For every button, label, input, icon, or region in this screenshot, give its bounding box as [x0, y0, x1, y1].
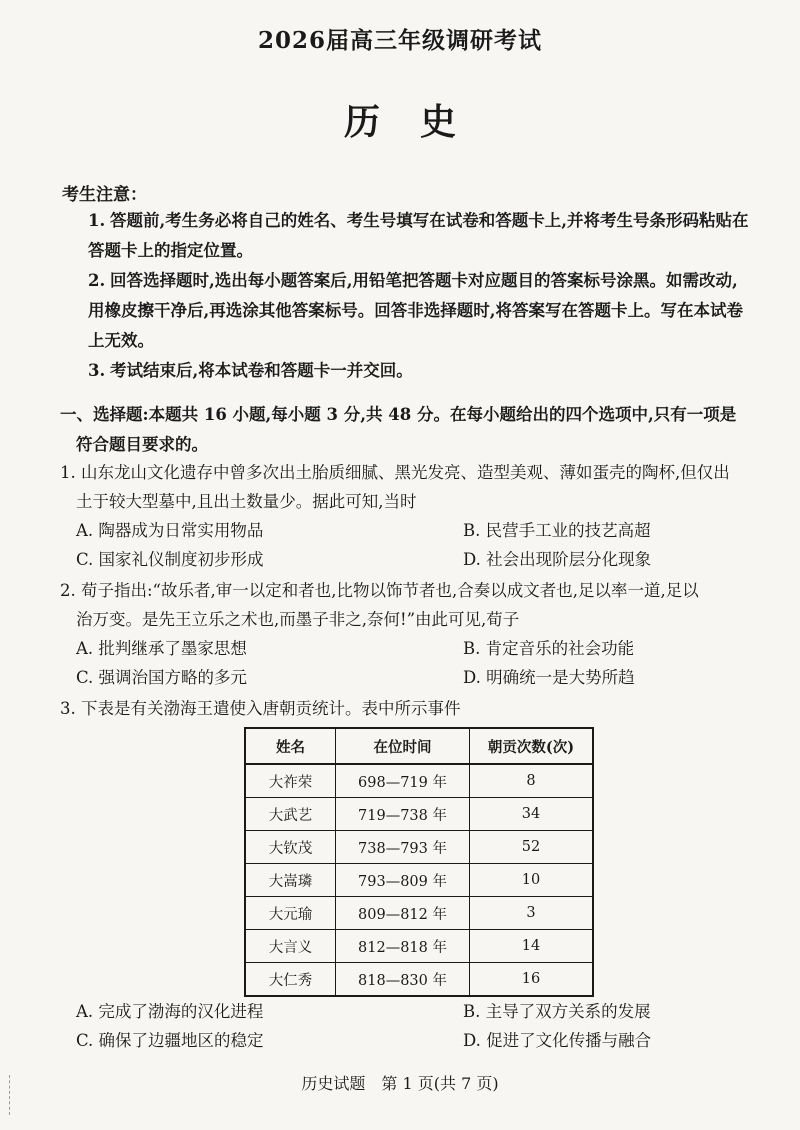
table-row — [245, 764, 593, 798]
page-footer: 历史试题 第 1 页(共 7 页) — [301, 1074, 499, 1093]
options-row — [60, 634, 760, 663]
question-stem: 2. 荀子指出:“故乐者,审一以定和者也,比物以饰节者也,合奏以成文者也,足以率一道,足以 — [60, 581, 699, 600]
section-heading — [60, 400, 760, 460]
options-row — [60, 516, 760, 545]
table-row — [245, 897, 593, 930]
table-row — [245, 930, 593, 963]
section-heading-line2: 符合题目要求的。 — [76, 435, 208, 454]
table-cell: 大钦茂 — [245, 831, 336, 864]
question-stem: 3. 下表是有关渤海王遣使入唐朝贡统计。表中所示事件 — [60, 699, 461, 718]
table-cell: 16 — [470, 963, 594, 997]
subject-title: 历史 — [343, 101, 496, 143]
option-c: C. 国家礼仪制度初步形成 — [76, 550, 264, 569]
table-row — [245, 831, 593, 864]
option-b: B. 主导了双方关系的发展 — [463, 1002, 651, 1021]
table-cell: 818—830 年 — [336, 963, 470, 997]
table-cell: 大仁秀 — [245, 963, 336, 997]
table-cell: 698—719 年 — [336, 764, 470, 798]
table-row — [245, 798, 593, 831]
table-row — [245, 963, 593, 997]
exam-title: 2026届高三年级调研考试 — [257, 27, 542, 54]
notice-list — [62, 206, 752, 386]
option-d: D. 促进了文化传播与融合 — [463, 1031, 652, 1050]
notice-item-number: 1. — [88, 211, 106, 230]
question-3 — [60, 694, 760, 723]
table-cell: 719—738 年 — [336, 798, 470, 831]
option-a: A. 批判继承了墨家思想 — [76, 639, 247, 658]
table-cell: 大嵩璘 — [245, 864, 336, 897]
table-cell: 3 — [470, 897, 594, 930]
option-d: D. 明确统一是大势所趋 — [463, 668, 635, 687]
table-row — [245, 864, 593, 897]
notice-item-number: 3. — [88, 361, 106, 380]
table-cell: 738—793 年 — [336, 831, 470, 864]
option-d: D. 社会出现阶层分化现象 — [463, 550, 652, 569]
section-heading-line1: 一、选择题:本题共 16 小题,每小题 3 分,共 48 分。在每小题给出的四个选项中,只有一项是 — [60, 405, 737, 424]
option-c: C. 确保了边疆地区的稳定 — [76, 1031, 264, 1050]
question-stem-cont: 土于较大型墓中,且出土数量少。据此可知,当时 — [76, 492, 417, 511]
table-cell: 52 — [470, 831, 594, 864]
option-c: C. 强调治国方略的多元 — [76, 668, 248, 687]
options-row — [60, 997, 760, 1026]
table-cell: 809—812 年 — [336, 897, 470, 930]
notice-item — [62, 266, 752, 356]
table-header-cell: 姓名 — [245, 728, 336, 764]
option-b: B. 民营手工业的技艺高超 — [463, 521, 651, 540]
question-1 — [60, 458, 760, 574]
options-row — [60, 663, 760, 692]
question-stem-cont: 治万变。是先王立乐之术也,而墨子非之,奈何!”由此可见,荀子 — [76, 610, 520, 629]
question-2 — [60, 576, 760, 692]
question-stem: 1. 山东龙山文化遗存中曾多次出土胎质细腻、黑光发亮、造型美观、薄如蛋壳的陶杯,但仅出 — [60, 463, 730, 482]
table-cell: 793—809 年 — [336, 864, 470, 897]
table-header-row — [245, 728, 593, 764]
notice-heading: 考生注意： — [62, 185, 147, 205]
notice-item-number: 2. — [88, 271, 106, 290]
notice-item-text: 回答选择题时,选出每小题答案后,用铅笔把答题卡对应题目的答案标号涂黑。如需改动,用橡皮擦干净后,再选涂其他答案标号。回答非选择题时,将答案写在答题卡上。写在本试卷上无效。 — [88, 271, 743, 350]
table-cell: 大言义 — [245, 930, 336, 963]
notice-item — [62, 206, 752, 266]
table-cell: 大祚荣 — [245, 764, 336, 798]
table-header-cell: 在位时间 — [336, 728, 470, 764]
table-cell: 812—818 年 — [336, 930, 470, 963]
notice-item-text: 考试结束后,将本试卷和答题卡一并交回。 — [110, 361, 413, 380]
notice-item — [62, 356, 752, 386]
table-cell: 14 — [470, 930, 594, 963]
question-3-options — [60, 997, 760, 1055]
table-header-cell: 朝贡次数(次) — [470, 728, 594, 764]
option-b: B. 肯定音乐的社会功能 — [463, 639, 635, 658]
notice-item-text: 答题前,考生务必将自己的姓名、考生号填写在试卷和答题卡上,并将考生号条形码粘贴在答题卡上的指定位置。 — [88, 211, 749, 260]
table-cell: 34 — [470, 798, 594, 831]
options-row — [60, 1026, 760, 1055]
option-a: A. 陶器成为日常实用物品 — [76, 521, 264, 540]
tribute-table — [244, 727, 594, 997]
option-a: A. 完成了渤海的汉化进程 — [76, 1002, 264, 1021]
table-cell: 10 — [470, 864, 594, 897]
table-cell: 8 — [470, 764, 594, 798]
table-cell: 大元瑜 — [245, 897, 336, 930]
options-row — [60, 545, 760, 574]
table-cell: 大武艺 — [245, 798, 336, 831]
